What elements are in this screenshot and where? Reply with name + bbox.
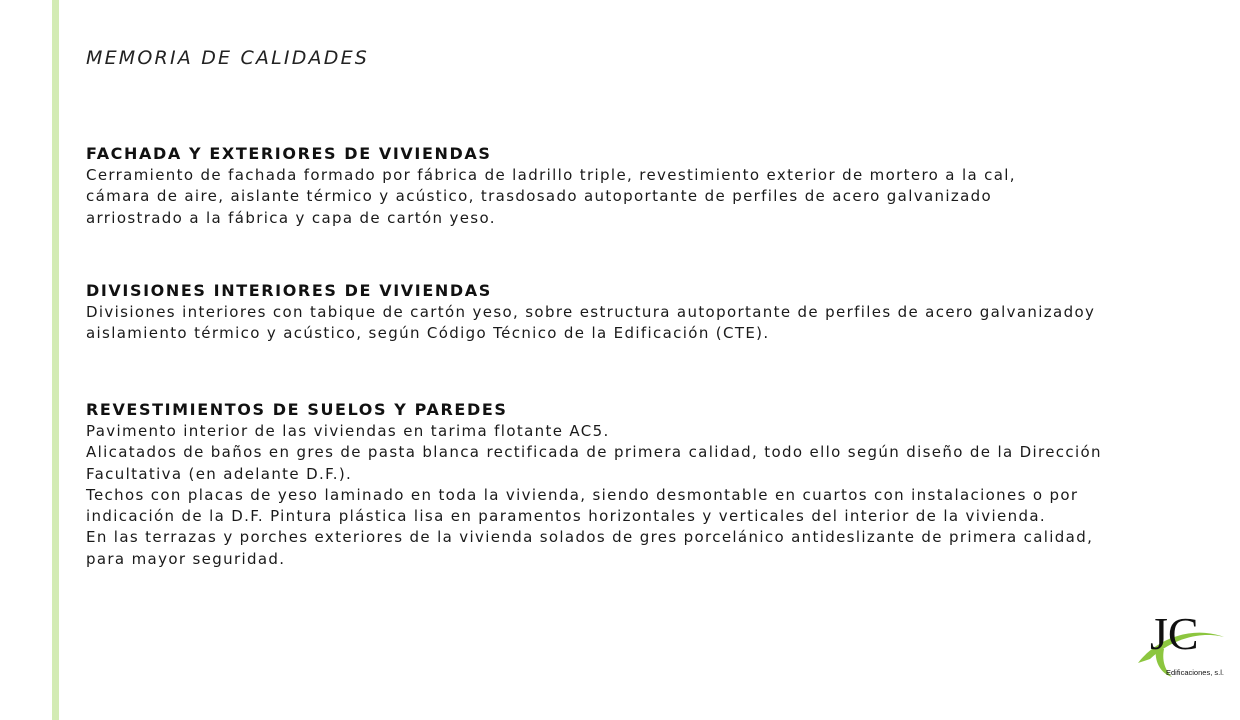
section-line: En las terrazas y porches exteriores de la vivienda solados de gres porcelánico antideslizante de primera calidad, [86, 528, 1094, 547]
section-line: Alicatados de baños en gres de pasta blanca rectificada de primera calidad, todo ello según diseño de la Dirección [86, 443, 1102, 462]
section-line: Divisiones interiores con tabique de cartón yeso, sobre estructura autoportante de perfiles de acero galvanizadoy [86, 303, 1096, 321]
company-logo [1134, 603, 1226, 681]
section-heading: DIVISIONES INTERIORES DE VIVIENDAS [86, 281, 492, 300]
section-line: cámara de aire, aislante térmico y acústico, trasdosado autoportante de perfiles de acero galvanizado [86, 187, 993, 206]
page-title: MEMORIA DE CALIDADES [86, 47, 370, 69]
section-line: Techos con placas de yeso laminado en toda la vivienda, siendo desmontable en cuartos con instalaciones o por [86, 485, 1079, 504]
section-line: Pavimento interior de las viviendas en tarima flotante AC5. [86, 422, 610, 440]
section-divisiones [86, 280, 1196, 345]
section-line: Facultativa (en adelante D.F.). [86, 464, 353, 483]
section-heading: FACHADA Y EXTERIORES DE VIVIENDAS [86, 144, 492, 163]
section-fachada [86, 143, 1196, 229]
section-line: indicación de la D.F. Pintura plástica lisa en paramentos horizontales y verticales del interior de la vivienda. [86, 507, 1046, 526]
left-accent-bar [52, 0, 59, 720]
logo-company-name: Edificaciones, s.l. [1166, 668, 1224, 677]
section-line: Cerramiento de fachada formado por fábrica de ladrillo triple, revestimiento exterior de mortero a la cal, [86, 166, 1016, 184]
section-heading: REVESTIMIENTOS DE SUELOS Y PAREDES [86, 400, 508, 419]
logo-letters: JC [1150, 608, 1199, 659]
section-revestimientos [86, 399, 1196, 570]
section-line: para mayor seguridad. [86, 549, 286, 568]
section-line: aislamiento térmico y acústico, según Código Técnico de la Edificación (CTE). [86, 324, 770, 343]
section-line: arriostrado a la fábrica y capa de cartón yeso. [86, 208, 496, 227]
